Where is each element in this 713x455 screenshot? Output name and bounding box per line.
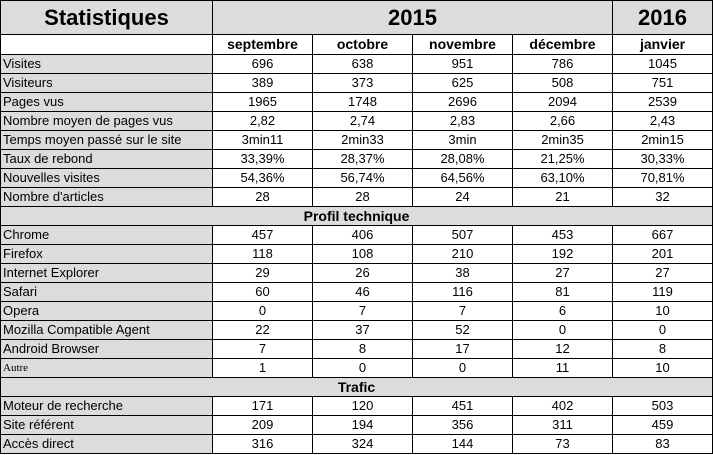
row-label: Visites (1, 55, 213, 74)
value-cell: 751 (613, 74, 713, 93)
value-cell: 30,33% (613, 150, 713, 169)
value-cell: 201 (613, 245, 713, 264)
value-cell: 29 (213, 264, 313, 283)
year-2016: 2016 (613, 1, 713, 35)
trafic-section-row (1, 378, 713, 397)
value-cell: 0 (213, 302, 313, 321)
value-cell: 11 (513, 359, 613, 378)
value-cell: 32 (613, 188, 713, 207)
value-cell: 28,37% (313, 150, 413, 169)
row-label: Moteur de recherche (1, 397, 213, 416)
table-row (1, 321, 713, 340)
value-cell: 402 (513, 397, 613, 416)
value-cell: 28 (313, 188, 413, 207)
row-label: Internet Explorer (1, 264, 213, 283)
value-cell: 144 (413, 435, 513, 454)
value-cell: 2,83 (413, 112, 513, 131)
value-cell: 28 (213, 188, 313, 207)
value-cell: 54,36% (213, 169, 313, 188)
row-label: Pages vus (1, 93, 213, 112)
month-header: septembre (213, 35, 313, 55)
value-cell: 26 (313, 264, 413, 283)
table-row (1, 93, 713, 112)
table-row (1, 226, 713, 245)
month-header: novembre (413, 35, 513, 55)
value-cell: 46 (313, 283, 413, 302)
value-cell: 311 (513, 416, 613, 435)
profil-section-row (1, 207, 713, 226)
value-cell: 507 (413, 226, 513, 245)
value-cell: 503 (613, 397, 713, 416)
value-cell: 70,81% (613, 169, 713, 188)
value-cell: 17 (413, 340, 513, 359)
value-cell: 2,74 (313, 112, 413, 131)
value-cell: 356 (413, 416, 513, 435)
table-row (1, 435, 713, 454)
value-cell: 33,39% (213, 150, 313, 169)
value-cell: 3min (413, 131, 513, 150)
row-label: Nombre moyen de pages vus (1, 112, 213, 131)
value-cell: 81 (513, 283, 613, 302)
profil-section-title: Profil technique (1, 207, 713, 226)
table-row (1, 188, 713, 207)
value-cell: 625 (413, 74, 513, 93)
header-row (1, 1, 713, 35)
value-cell: 7 (313, 302, 413, 321)
value-cell: 457 (213, 226, 313, 245)
value-cell: 22 (213, 321, 313, 340)
value-cell: 118 (213, 245, 313, 264)
value-cell: 2min33 (313, 131, 413, 150)
table-row (1, 340, 713, 359)
year-2015: 2015 (213, 1, 613, 35)
value-cell: 406 (313, 226, 413, 245)
value-cell: 119 (613, 283, 713, 302)
value-cell: 60 (213, 283, 313, 302)
value-cell: 7 (413, 302, 513, 321)
row-label: Chrome (1, 226, 213, 245)
row-label: Mozilla Compatible Agent (1, 321, 213, 340)
value-cell: 508 (513, 74, 613, 93)
value-cell: 108 (313, 245, 413, 264)
value-cell: 27 (613, 264, 713, 283)
row-label: Android Browser (1, 340, 213, 359)
value-cell: 786 (513, 55, 613, 74)
value-cell: 116 (413, 283, 513, 302)
value-cell: 1965 (213, 93, 313, 112)
value-cell: 210 (413, 245, 513, 264)
value-cell: 0 (313, 359, 413, 378)
value-cell: 6 (513, 302, 613, 321)
value-cell: 2,82 (213, 112, 313, 131)
table-row (1, 397, 713, 416)
value-cell: 63,10% (513, 169, 613, 188)
trafic-section-title: Trafic (1, 378, 713, 397)
value-cell: 12 (513, 340, 613, 359)
value-cell: 1 (213, 359, 313, 378)
row-label: Autre (1, 359, 213, 378)
table-row (1, 55, 713, 74)
value-cell: 8 (313, 340, 413, 359)
row-label: Nouvelles visites (1, 169, 213, 188)
row-label: Visiteurs (1, 74, 213, 93)
value-cell: 2,66 (513, 112, 613, 131)
value-cell: 951 (413, 55, 513, 74)
table-row (1, 359, 713, 378)
value-cell: 3min11 (213, 131, 313, 150)
value-cell: 194 (313, 416, 413, 435)
month-header: octobre (313, 35, 413, 55)
value-cell: 21,25% (513, 150, 613, 169)
value-cell: 316 (213, 435, 313, 454)
value-cell: 0 (513, 321, 613, 340)
value-cell: 453 (513, 226, 613, 245)
value-cell: 459 (613, 416, 713, 435)
value-cell: 209 (213, 416, 313, 435)
value-cell: 1748 (313, 93, 413, 112)
table-row (1, 74, 713, 93)
value-cell: 324 (313, 435, 413, 454)
months-corner-cell (1, 35, 213, 55)
row-label: Accès direct (1, 435, 213, 454)
value-cell: 389 (213, 74, 313, 93)
value-cell: 2min15 (613, 131, 713, 150)
table-row (1, 150, 713, 169)
value-cell: 373 (313, 74, 413, 93)
month-header: décembre (513, 35, 613, 55)
table-row (1, 245, 713, 264)
value-cell: 120 (313, 397, 413, 416)
table-row (1, 283, 713, 302)
months-row (1, 35, 713, 55)
row-label: Temps moyen passé sur le site (1, 131, 213, 150)
row-label: Taux de rebond (1, 150, 213, 169)
row-label: Nombre d'articles (1, 188, 213, 207)
table-row (1, 302, 713, 321)
value-cell: 73 (513, 435, 613, 454)
value-cell: 83 (613, 435, 713, 454)
value-cell: 192 (513, 245, 613, 264)
table-row (1, 131, 713, 150)
value-cell: 2094 (513, 93, 613, 112)
value-cell: 27 (513, 264, 613, 283)
value-cell: 2696 (413, 93, 513, 112)
value-cell: 21 (513, 188, 613, 207)
value-cell: 64,56% (413, 169, 513, 188)
row-label: Safari (1, 283, 213, 302)
row-label: Opera (1, 302, 213, 321)
value-cell: 638 (313, 55, 413, 74)
value-cell: 696 (213, 55, 313, 74)
value-cell: 2539 (613, 93, 713, 112)
value-cell: 0 (613, 321, 713, 340)
value-cell: 451 (413, 397, 513, 416)
table-title: Statistiques (1, 1, 213, 35)
value-cell: 52 (413, 321, 513, 340)
row-label: Firefox (1, 245, 213, 264)
month-header: janvier (613, 35, 713, 55)
value-cell: 7 (213, 340, 313, 359)
value-cell: 10 (613, 302, 713, 321)
table-row (1, 112, 713, 131)
value-cell: 1045 (613, 55, 713, 74)
value-cell: 38 (413, 264, 513, 283)
value-cell: 24 (413, 188, 513, 207)
value-cell: 2,43 (613, 112, 713, 131)
value-cell: 28,08% (413, 150, 513, 169)
value-cell: 0 (413, 359, 513, 378)
value-cell: 37 (313, 321, 413, 340)
value-cell: 171 (213, 397, 313, 416)
value-cell: 10 (613, 359, 713, 378)
value-cell: 667 (613, 226, 713, 245)
table-row (1, 416, 713, 435)
value-cell: 2min35 (513, 131, 613, 150)
row-label: Site référent (1, 416, 213, 435)
table-row (1, 264, 713, 283)
table-row (1, 169, 713, 188)
value-cell: 56,74% (313, 169, 413, 188)
value-cell: 8 (613, 340, 713, 359)
